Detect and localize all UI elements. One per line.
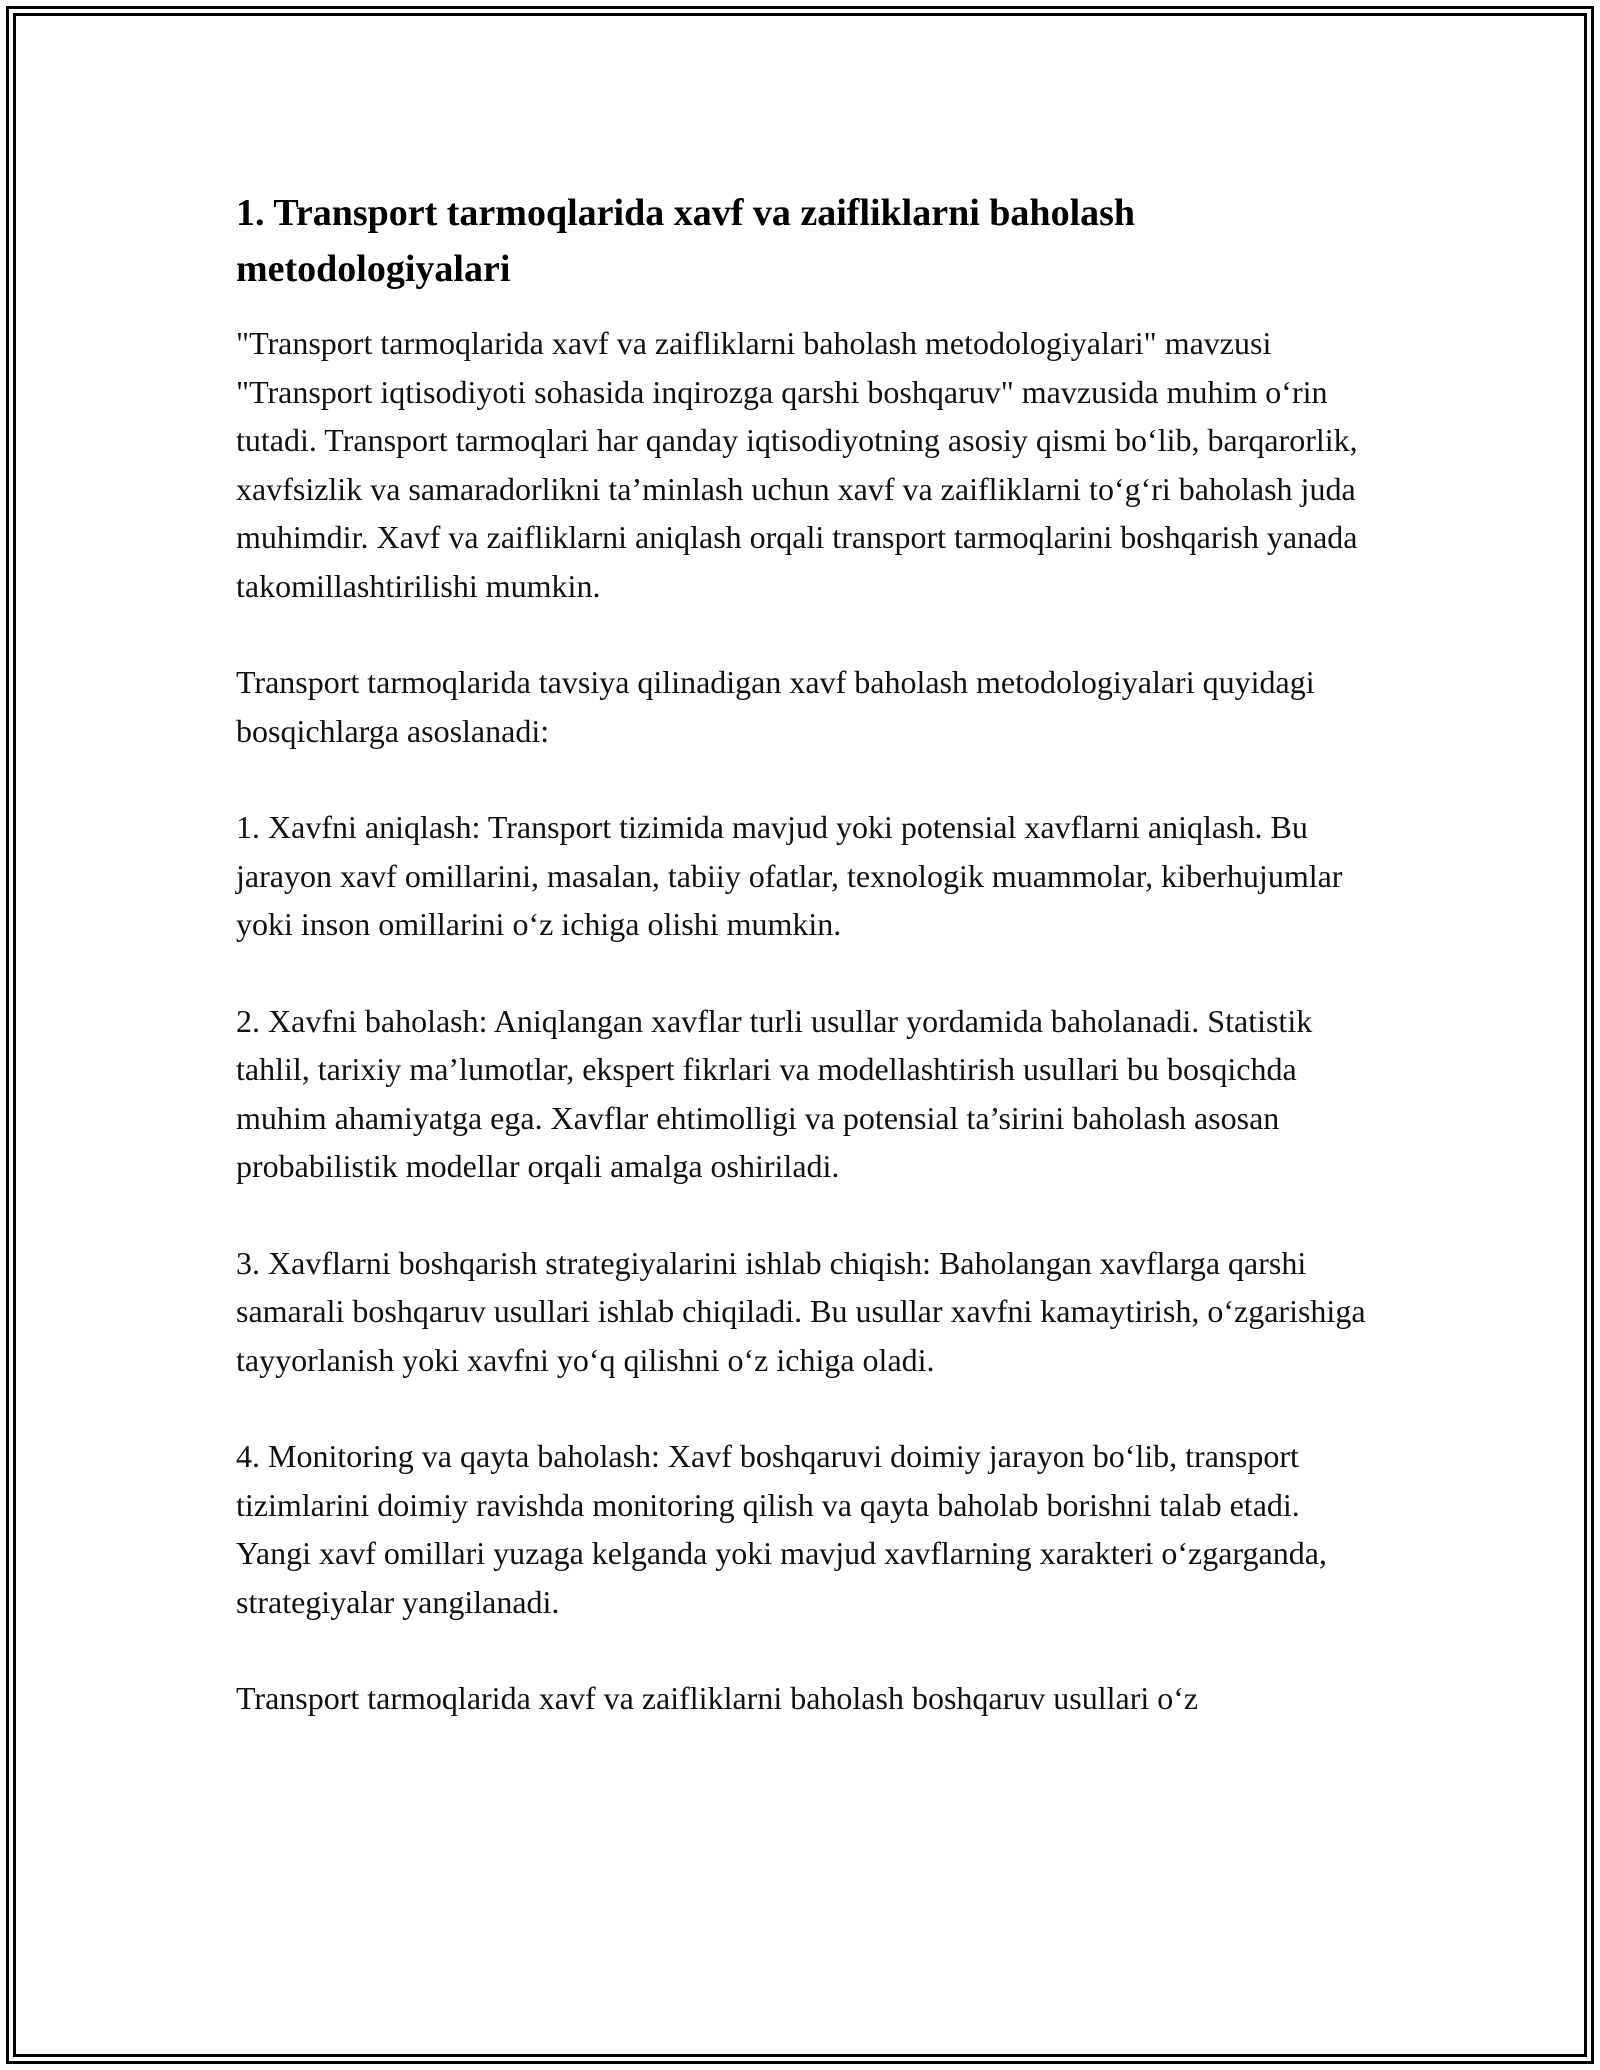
stage-1-paragraph: 1. Xavfni aniqlash: Transport tizimida mavjud yoki potensial xavflarni aniqlash. Bu jarayon xavf omillarini, masalan, tabiiy ofatlar, texnologik muammolar, kiberhujumlar yoki inson omillarini o‘z ichiga olishi mumkin.	[236, 809, 1343, 942]
stage-3-paragraph: 3. Xavflarni boshqarish strategiyalarini ishlab chiqish: Baholangan xavflarga qarshi samarali boshqaruv usullari ishlab chiqiladi. Bu usullar xavfni kamaytirish, o‘zgarishiga tayyorlanish yoki xavfni yo‘q qilishni o‘z ichiga oladi.	[236, 1244, 1366, 1378]
intro-paragraph: "Transport tarmoqlarida xavf va zaifliklarni baholash metodologiyalari" mavzusi "Transport iqtisodiyoti sohasida inqirozga qarshi boshqaruv" mavzusida muhim o‘rin tutadi. Transport tarmoqlari har qanday iqtisodiyotning asosiy qismi bo‘lib, barqarorlik, xavfsizlik va samaradorlikni ta’minlash uchun xavf va zaifliklarni to‘g‘ri baholash juda muhimdir. Xavf va zaifliklarni aniqlash orqali transport tarmoqlarini boshqarish yanada takomillashtirilishi mumkin.	[236, 325, 1358, 604]
document-body	[236, 185, 1376, 1771]
section-heading: 1. Transport tarmoqlarida xavf va zaifliklarni baholash metodologiyalari	[236, 192, 1136, 290]
stage-2-paragraph: 2. Xavfni baholash: Aniqlangan xavflar turli usullar yordamida baholanadi. Statistik tahlil, tarixiy ma’lumotlar, ekspert fikrlari va modellashtirish usullari bu bosqichda muhim ahamiyatga ega. Xavflar ehtimolligi va potensial ta’sirini baholash asosan probabilistik modellar orqali amalga oshiriladi.	[236, 1002, 1313, 1184]
closing-paragraph: Transport tarmoqlarida xavf va zaifliklarni baholash boshqaruv usullari o‘z	[236, 1680, 1199, 1716]
stages-intro-paragraph: Transport tarmoqlarida tavsiya qilinadigan xavf baholash metodologiyalari quyidagi bosqichlarga asoslanadi:	[236, 664, 1315, 749]
stage-4-paragraph: 4. Monitoring va qayta baholash: Xavf boshqaruvi doimiy jarayon bo‘lib, transport tizimlarini doimiy ravishda monitoring qilish va qayta baholab borishni talab etadi. Yangi xavf omillari yuzaga kelganda yoki mavjud xavflarning xarakteri o‘zgarganda, strategiyalar yangilanadi.	[236, 1438, 1327, 1620]
